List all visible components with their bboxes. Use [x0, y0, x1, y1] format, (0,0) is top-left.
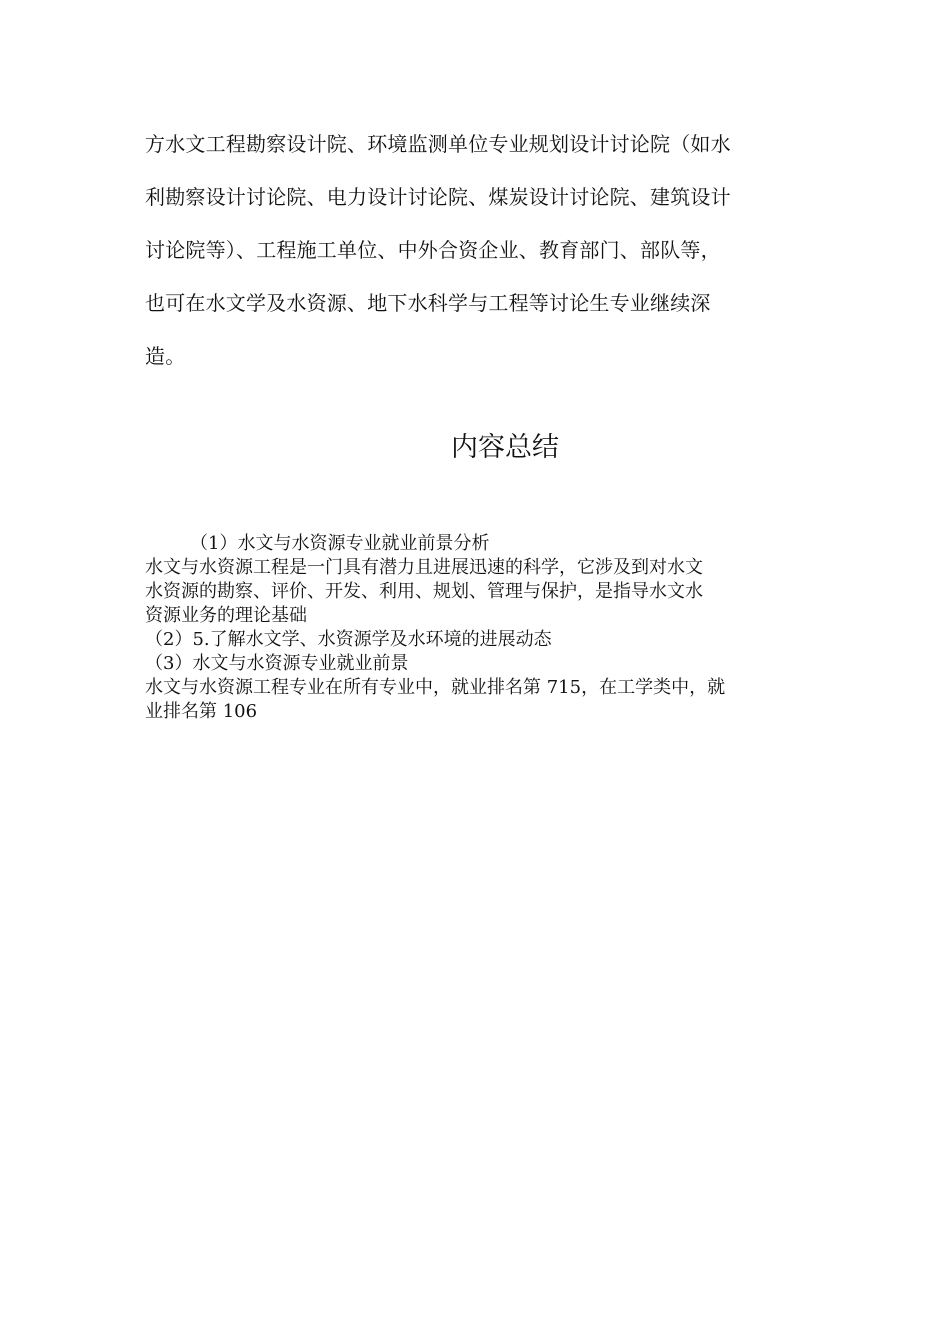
- intro-line: 方水文工程勘察设计院、环境监测单位专业规划设计讨论院（如水: [145, 132, 731, 156]
- summary-body: [145, 532, 810, 724]
- intro-paragraph: [145, 118, 805, 383]
- intro-line: 利勘察设计讨论院、电力设计讨论院、煤炭设计讨论院、建筑设计: [145, 185, 731, 209]
- summary-line: 水文与水资源工程专业在所有专业中，就业排名第 715，在工学类中，就: [145, 677, 726, 698]
- summary-line: 资源业务的理论基础: [145, 605, 307, 626]
- summary-line: 业排名第 106: [145, 701, 258, 722]
- summary-line: （3）水文与水资源专业就业前景: [145, 653, 409, 674]
- summary-line: 水文与水资源工程是一门具有潜力且进展迅速的科学，它涉及到对水文: [145, 557, 703, 578]
- summary-line: （1）水文与水资源专业就业前景分析: [190, 533, 490, 554]
- intro-line: 讨论院等）、工程施工单位、中外合资企业、教育部门、部队等，: [145, 238, 721, 262]
- intro-line: 造。: [145, 344, 186, 368]
- intro-line: 也可在水文学及水资源、地下水科学与工程等讨论生专业继续深: [145, 291, 711, 315]
- summary-heading: 内容总结: [451, 432, 559, 463]
- summary-line: 水资源的勘察、评价、开发、利用、规划、管理与保护，是指导水文水: [145, 581, 703, 602]
- summary-line: （2）5.了解水文学、水资源学及水环境的进展动态: [145, 629, 552, 650]
